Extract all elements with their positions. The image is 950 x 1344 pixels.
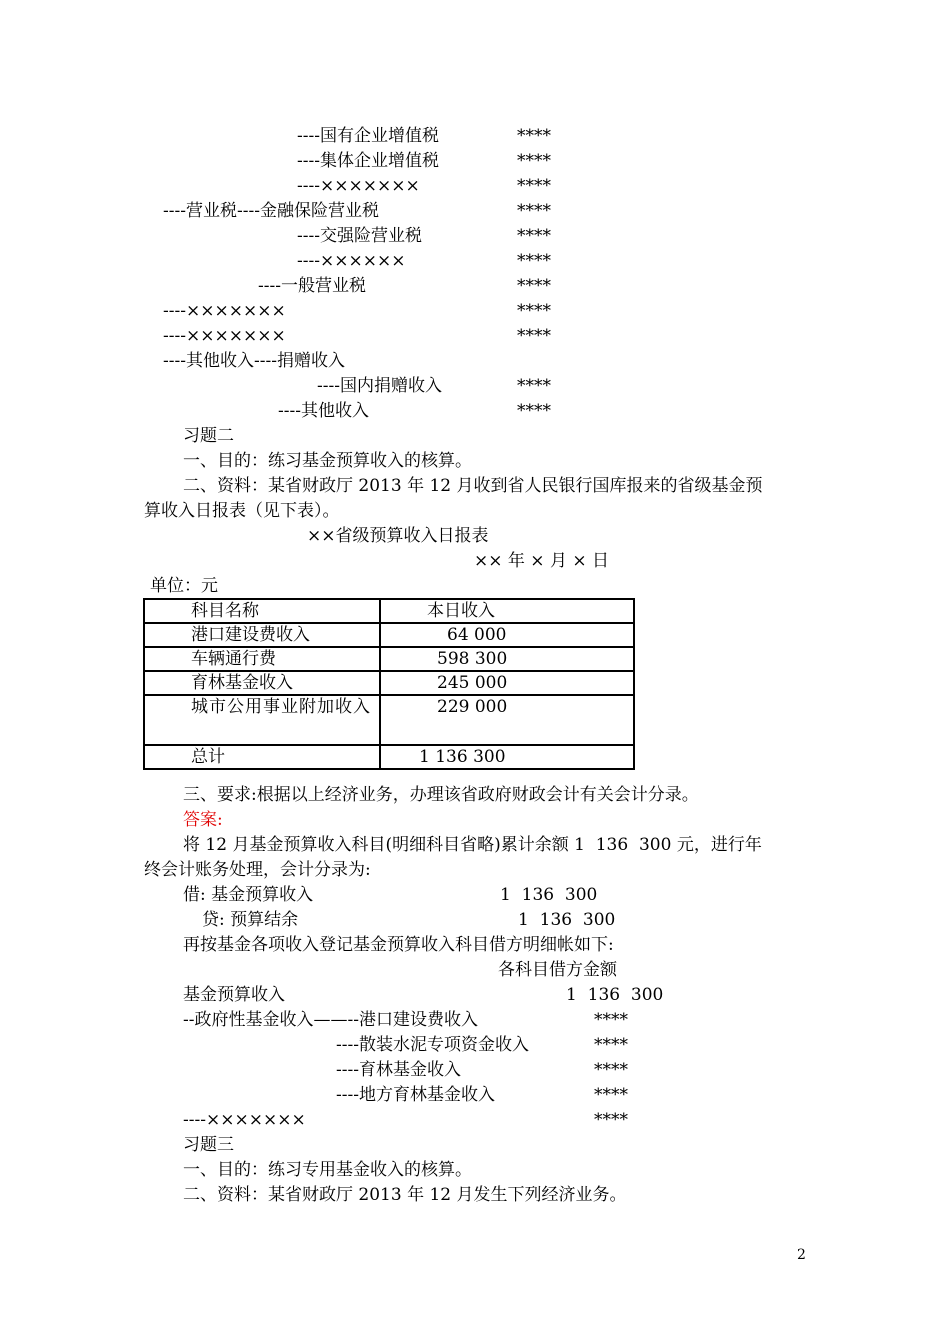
detail-label: ----地方育林基金收入: [336, 1085, 495, 1105]
tree-value: ****: [517, 401, 551, 421]
row-amount: 64 000: [447, 625, 507, 645]
table-date: ×× 年 × 月 × 日: [474, 551, 609, 571]
detail-label: ----×××××××: [183, 1110, 306, 1130]
tree-label: ----国内捐赠收入: [317, 376, 442, 396]
detail-value: ****: [594, 1060, 628, 1080]
credit-amount: 1 136 300: [518, 910, 616, 930]
row-amount: 245 000: [437, 673, 508, 693]
debit-amount: 1 136 300: [500, 885, 598, 905]
detail-label: ----育林基金收入: [336, 1060, 461, 1080]
credit-label: 贷: 预算结余: [202, 910, 299, 930]
table-row: [144, 671, 634, 695]
detail-total-label: 基金预算收入: [183, 985, 285, 1005]
detail-header: 各科目借方金额: [498, 960, 617, 980]
tree-label: ----一般营业税: [258, 276, 366, 296]
exercise-requirement: 三、要求:根据以上经济业务，办理该省政府财政会计有关会计分录。: [183, 785, 699, 805]
row-amount: 229 000: [437, 697, 508, 717]
detail-value: ****: [594, 1110, 628, 1130]
detail-value: ****: [594, 1085, 628, 1105]
tree-value: ****: [517, 301, 551, 321]
table-unit: 单位：元: [150, 576, 218, 596]
table-row: [144, 647, 634, 671]
exercise-material: 二、资料：某省财政厅 2013 年 12 月收到省人民银行国库报来的省级基金预: [183, 476, 763, 496]
row-subject: 车辆通行费: [191, 649, 276, 669]
row-amount: 1 136 300: [419, 747, 506, 767]
tree-value: ****: [517, 251, 551, 271]
header-subject: 科目名称: [191, 601, 259, 621]
table-row: [144, 695, 634, 745]
tree-label: ----××××××: [297, 251, 406, 271]
header-amount: 本日收入: [427, 601, 495, 621]
tree-label: ----集体企业增值税: [297, 151, 439, 171]
exercise-purpose: 一、目的：练习基金预算收入的核算。: [183, 451, 472, 471]
tree-label: ----国有企业增值税: [297, 126, 439, 146]
tree-label: ----×××××××: [163, 326, 286, 346]
tree-value: ****: [517, 226, 551, 246]
row-subject: 总计: [191, 747, 225, 767]
tree-label: ----×××××××: [297, 176, 420, 196]
tree-value: ****: [517, 176, 551, 196]
detail-total-amount: 1 136 300: [566, 985, 664, 1005]
tree-value: ****: [517, 276, 551, 296]
table-header-row: [144, 599, 634, 623]
row-amount: 598 300: [437, 649, 508, 669]
detail-value: ****: [594, 1010, 628, 1030]
tree-value: ****: [517, 126, 551, 146]
detail-label: --政府性基金收入——--港口建设费收入: [183, 1010, 478, 1030]
table-row: [144, 623, 634, 647]
exercise-material: 二、资料：某省财政厅 2013 年 12 月发生下列经济业务。: [183, 1185, 627, 1205]
detail-intro: 再按基金各项收入登记基金预算收入科目借方明细帐如下:: [183, 935, 614, 955]
exercise-material-cont: 算收入日报表（见下表）。: [144, 501, 340, 521]
tree-label: ----×××××××: [163, 301, 286, 321]
answer-text: 将 12 月基金预算收入科目(明细科目省略)累计余额 1 136 300 元，进行年: [183, 835, 762, 855]
row-subject: 城市公用事业附加收入: [191, 697, 371, 717]
daily-revenue-table: [143, 598, 635, 770]
tree-value: ****: [517, 201, 551, 221]
answer-text-cont: 终会计账务处理，会计分录为:: [144, 860, 371, 880]
tree-value: ****: [517, 376, 551, 396]
tree-value: ****: [517, 326, 551, 346]
exercise-title: 习题三: [183, 1135, 234, 1155]
page-number: 2: [797, 1247, 806, 1263]
debit-label: 借: 基金预算收入: [183, 885, 314, 905]
tree-value: ****: [517, 151, 551, 171]
detail-label: ----散装水泥专项资金收入: [336, 1035, 529, 1055]
tree-label: ----营业税----金融保险营业税: [163, 201, 379, 221]
row-subject: 港口建设费收入: [191, 625, 310, 645]
exercise-purpose: 一、目的：练习专用基金收入的核算。: [183, 1160, 472, 1180]
tree-label: ----其他收入----捐赠收入: [163, 351, 345, 371]
table-total-row: [144, 745, 634, 769]
tree-label: ----其他收入: [278, 401, 369, 421]
row-subject: 育林基金收入: [191, 673, 293, 693]
tree-label: ----交强险营业税: [297, 226, 422, 246]
answer-label: 答案:: [183, 810, 223, 830]
table-title: ××省级预算收入日报表: [307, 526, 489, 546]
detail-value: ****: [594, 1035, 628, 1055]
exercise-title: 习题二: [183, 426, 234, 446]
